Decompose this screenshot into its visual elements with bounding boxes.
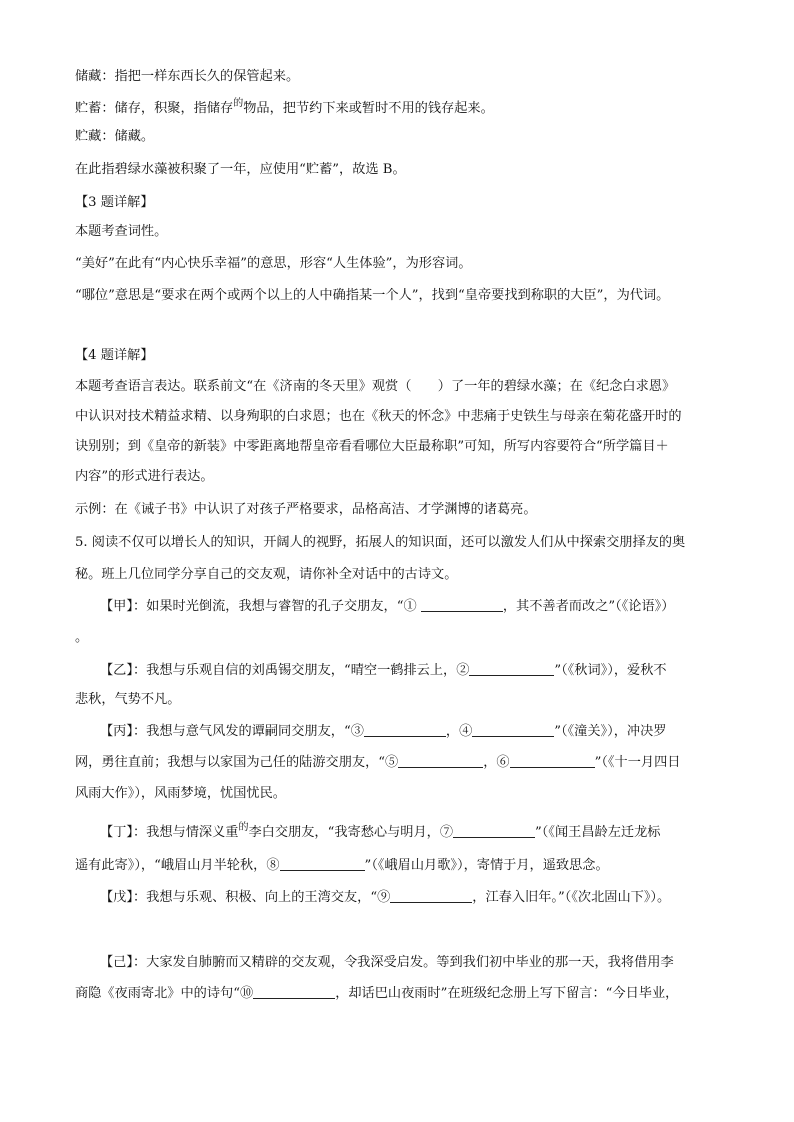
answer-blank-8[interactable] — [280, 856, 365, 871]
dialogue-text: 李白交朋友，“我寄愁心与明月，⑦ — [248, 825, 454, 840]
definition-text: 物品，把节约下来或暂时不用的钱存起来。 — [243, 101, 494, 116]
q5-bing-end: 风雨大作》），风雨梦境，忧国忧民。 — [75, 786, 286, 801]
answer-blank-4[interactable] — [472, 722, 554, 737]
definition-chucang: 储藏：指把一样东西长久的保管起来。 — [75, 69, 300, 84]
dialogue-text: ，④ — [445, 724, 473, 739]
dialogue-text: ，⑥ — [483, 755, 510, 770]
answer-blank-5[interactable] — [398, 753, 483, 768]
q5-jia — [100, 597, 730, 617]
q4-paragraph-line: 诀别别；到《皇帝的新装》中零距离地帮皇帝看看哪位大臣最称职”可知，所写内容要符合“所学篇目＋ — [75, 439, 669, 454]
dialogue-text: ，却话巴山夜雨时”在班级纪念册上写下留言：“今日毕业， — [335, 986, 679, 1001]
dialogue-text: ”（《闻王昌龄左迁龙标 — [535, 825, 661, 840]
dialogue-text: ，其不善者而改之”（《论语》） — [502, 599, 675, 614]
dialogue-text: 【乙】：我想与乐观自信的刘禹锡交朋友，“晴空一鹤排云上，② — [100, 663, 470, 678]
q4-paragraph-line: 本题考查语言表达。联系前文“在《济南的冬天里》观赏（ ）了一年的碧绿水藻；在《纪念白求恩》 — [75, 379, 676, 394]
dialogue-text: ，江春入旧年。”（《次北固山下》）。 — [472, 890, 671, 905]
q4-paragraph-line: 内容”的形式进行表达。 — [75, 469, 214, 484]
q5-wu — [100, 888, 730, 908]
dialogue-text: 【丙】：我想与意气风发的谭嗣同交朋友，“③ — [100, 724, 364, 739]
q5-prompt-line: 秘。班上几位同学分享自己的交友观，请你补全对话中的古诗文。 — [75, 567, 458, 582]
q5-ji-cont — [75, 984, 735, 1004]
conclusion-text: 在此指碧绿水藻被积聚了一年，应使用“贮蓄”，故选 B。 — [75, 162, 406, 177]
definition-text: 贮蓄：储存，积聚，指储存 — [75, 101, 234, 116]
q4-example: 示例：在《诫子书》中认识了对孩子严格要求，品格高洁、才学渊博的诸葛亮。 — [75, 502, 537, 517]
q5-bing-cont — [75, 753, 735, 773]
q5-prompt-line: 5. 阅读不仅可以增长人的知识，开阔人的视野，拓展人的知识面，还可以激发人们从中探索交朋择友的奥 — [75, 535, 686, 550]
q4-paragraph-line: 中认识对技术精益求精、以身殉职的白求恩；也在《秋天的怀念》中悲痛于史铁生与母亲在菊花盛开时的 — [75, 409, 682, 424]
dialogue-text: ”（《峨眉山月歌》），寄情于月，遥致思念。 — [364, 858, 609, 873]
answer-blank-10[interactable] — [253, 984, 335, 999]
dialogue-text: 【丁】：我想与情深义重 — [100, 825, 239, 840]
definition-zhuxu — [75, 99, 735, 120]
superscript-char: 的 — [238, 822, 249, 833]
dialogue-text: ”（《十一月四日 — [594, 755, 681, 770]
q3-intro: 本题考查词性。 — [75, 224, 168, 239]
q5-yi — [100, 661, 730, 681]
dialogue-text: ”（《潼关》），冲决罗 — [554, 724, 667, 739]
q5-ding-cont — [75, 856, 735, 876]
dialogue-text: 网，勇往直前；我想与以家国为己任的陆游交朋友，“⑤ — [75, 755, 399, 770]
answer-blank-2[interactable] — [469, 661, 554, 676]
answer-blank-9[interactable] — [390, 888, 472, 903]
q5-ji: 【己】：大家发自肺腑而又精辟的交友观，令我深受启发。等到我们初中毕业的那一天，我将借用李 — [100, 955, 674, 970]
answer-blank-3[interactable] — [364, 722, 446, 737]
dialogue-text: ”（《秋词》），爱秋不 — [554, 663, 667, 678]
superscript-char: 的 — [233, 98, 244, 109]
answer-blank-1[interactable] — [421, 597, 503, 612]
q5-ding — [100, 823, 730, 844]
q4-heading: 【4 题详解】 — [75, 348, 154, 363]
q3-heading: 【3 题详解】 — [75, 195, 154, 210]
q5-jia-end: 。 — [75, 630, 89, 645]
definition-zhucang: 贮藏：储藏。 — [75, 129, 155, 144]
q3-explanation-2: “哪位”意思是“要求在两个或两个以上的人中确指某一个人”，找到“皇帝要找到称职的大臣”，为代词。 — [75, 288, 670, 303]
answer-blank-6[interactable] — [510, 753, 595, 768]
dialogue-text: 遥有此寄》），“峨眉山月半轮秋，⑧ — [75, 858, 280, 873]
answer-blank-7[interactable] — [453, 823, 535, 838]
dialogue-text: 商隐《夜雨寄北》中的诗句“⑩ — [75, 986, 254, 1001]
dialogue-text: 【甲】：如果时光倒流，我想与睿智的孔子交朋友，“① — [100, 599, 417, 614]
dialogue-text: 【戊】：我想与乐观、积极、向上的王湾交友，“⑨ — [100, 890, 391, 905]
q3-explanation-1: “美好”在此有“内心快乐幸福”的意思，形容“人生体验”，为形容词。 — [75, 256, 472, 271]
q5-yi-cont: 悲秋，气势不凡。 — [75, 692, 181, 707]
q5-bing — [100, 722, 730, 742]
